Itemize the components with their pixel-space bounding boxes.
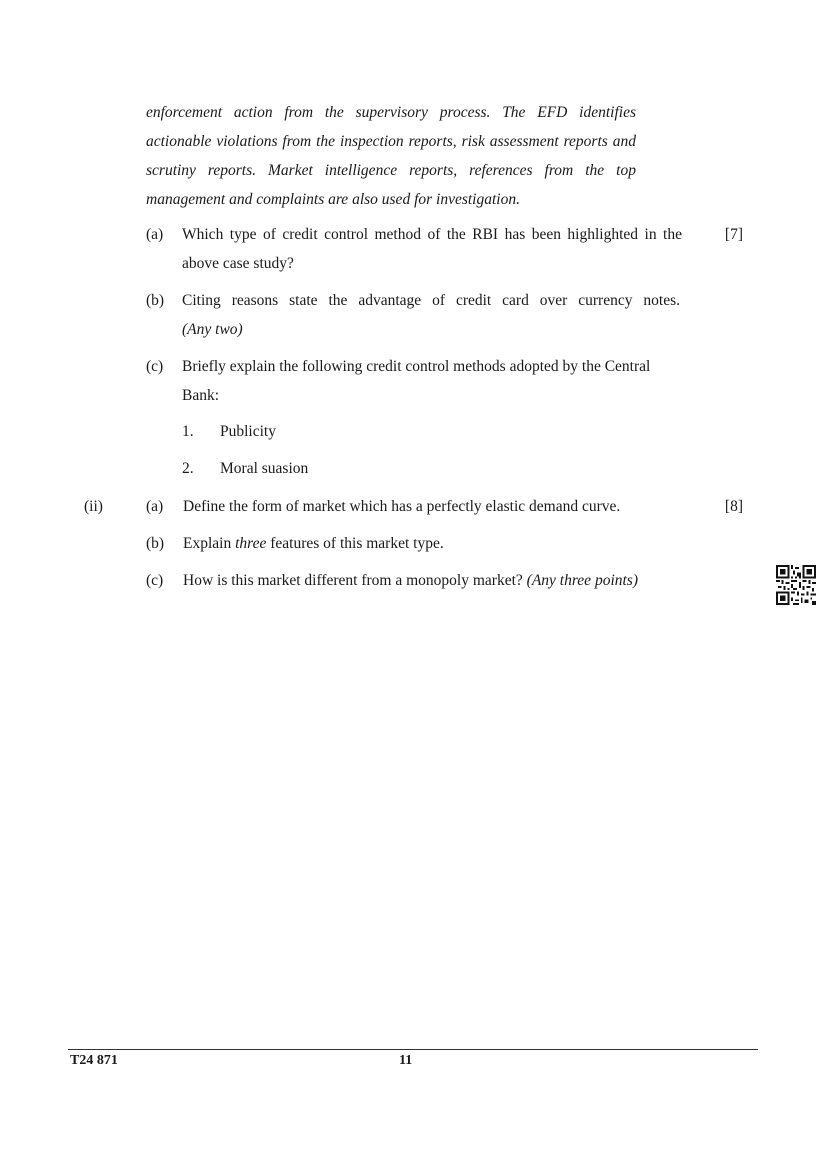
question-ii-b-text-before: Explain xyxy=(183,535,236,552)
qr-code-icon xyxy=(776,565,816,605)
question-ii-c-question: How is this market different from a monopoly market? xyxy=(183,572,523,589)
question-ii-marks: [8] xyxy=(724,498,743,515)
question-i-b-label: (b) xyxy=(146,292,165,309)
question-ii-b-label: (b) xyxy=(146,535,165,552)
question-ii-a-text: Define the form of market which has a perfectly elastic demand curve. xyxy=(183,498,621,515)
question-i-a-text: Which type of credit control method of the RBI has been highlighted in the above case study? xyxy=(182,226,682,272)
question-i-c-item-2-number: 2. xyxy=(182,460,194,477)
paper-code: T24 871 xyxy=(70,1053,118,1068)
question-i-c-item-1-number: 1. xyxy=(182,423,194,440)
question-i-b-hint: (Any two) xyxy=(182,321,243,338)
question-i-c-item-1-text: Publicity xyxy=(220,423,276,440)
question-ii-label: (ii) xyxy=(84,498,103,515)
question-i-c-label: (c) xyxy=(146,358,164,375)
page-number: 11 xyxy=(399,1053,413,1068)
case-study-text: enforcement action from the supervisory process. The EFD identifies actionable violations from the inspection reports, risk assessment reports and scrutiny reports. Market intelligence reports, references from the top management and complaints are also used for investigation. xyxy=(146,104,636,208)
question-ii-c-label: (c) xyxy=(146,572,164,589)
question-ii-c-hint: (Any three points) xyxy=(526,572,638,589)
question-i-b xyxy=(182,286,680,344)
footer-divider xyxy=(68,1049,758,1050)
question-i-c-item-2-text: Moral suasion xyxy=(220,460,309,477)
question-i-b-text: Citing reasons state the advantage of credit card over currency notes. xyxy=(182,292,680,309)
question-ii-b-text xyxy=(183,529,444,558)
question-i-marks: [7] xyxy=(724,226,743,243)
question-ii-b-text-emphasis: three xyxy=(235,535,267,552)
question-ii-b-text-after: features of this market type. xyxy=(266,535,444,552)
question-i-c-text: Briefly explain the following credit control methods adopted by the Central Bank: xyxy=(182,358,651,404)
question-ii-a-label: (a) xyxy=(146,498,164,515)
question-i-a-label: (a) xyxy=(146,226,164,243)
question-ii-c-text xyxy=(183,566,638,595)
